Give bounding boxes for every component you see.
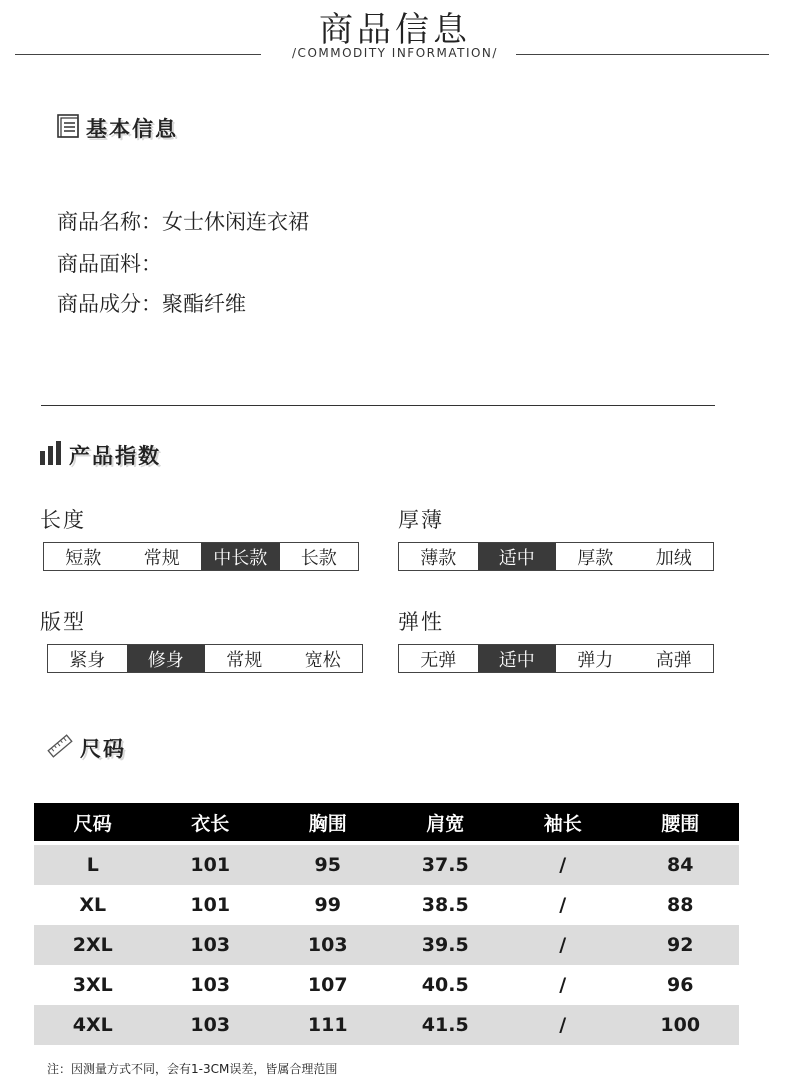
index-option-selected: 中长款 — [201, 543, 280, 570]
size-heading — [47, 733, 126, 763]
column-header: 尺码 — [73, 812, 112, 835]
table-cell: / — [559, 894, 567, 916]
basic-info-heading — [57, 113, 178, 143]
section-divider — [41, 405, 715, 406]
index-bar-elasticity — [398, 644, 714, 673]
table-cell: 4XL — [72, 1014, 113, 1036]
table-cell: XL — [79, 894, 107, 916]
table-cell: / — [559, 854, 567, 876]
index-option: 紧身 — [69, 649, 106, 671]
bar-chart-icon — [40, 441, 62, 469]
index-option: 长款 — [300, 547, 337, 569]
table-cell: 103 — [190, 1014, 231, 1036]
column-header: 肩宽 — [426, 812, 465, 835]
product-index-heading — [40, 440, 161, 470]
table-cell: 99 — [314, 894, 341, 916]
table-cell: 38.5 — [421, 894, 469, 916]
index-option: 无弹 — [420, 649, 457, 671]
index-option: 加绒 — [655, 547, 692, 569]
ruler-icon — [47, 734, 73, 762]
index-option: 短款 — [65, 547, 102, 569]
index-option: 高弹 — [655, 649, 692, 671]
info-label: 商品面料： — [57, 252, 162, 276]
table-cell: / — [559, 1014, 567, 1036]
basic-info-heading-text: 基本信息 — [86, 117, 178, 141]
table-cell: 92 — [667, 934, 694, 956]
info-row-composition — [57, 288, 246, 318]
table-row — [34, 885, 739, 925]
column-header: 衣长 — [191, 812, 230, 835]
table-header-row — [34, 803, 739, 841]
size-table — [34, 803, 739, 1045]
info-label: 商品名称： — [57, 210, 162, 234]
table-cell: 103 — [190, 974, 231, 996]
table-row — [34, 1005, 739, 1045]
table-cell: 101 — [190, 894, 231, 916]
table-cell: / — [559, 934, 567, 956]
table-cell: 2XL — [72, 934, 113, 956]
table-cell: 84 — [667, 854, 694, 876]
table-row — [34, 965, 739, 1005]
index-label-elasticity: 弹性 — [398, 610, 444, 634]
table-cell: 100 — [660, 1014, 701, 1036]
table-cell: 107 — [307, 974, 348, 996]
index-bar-length — [43, 542, 359, 571]
info-value: 聚酯纤维 — [162, 292, 246, 316]
index-option-selected: 适中 — [478, 645, 557, 672]
table-cell: 95 — [314, 854, 341, 876]
document-list-icon — [57, 114, 79, 142]
info-value: 女士休闲连衣裙 — [162, 210, 309, 234]
index-option: 弹力 — [577, 649, 614, 671]
size-heading-text: 尺码 — [80, 737, 126, 761]
index-option-selected: 适中 — [478, 543, 557, 570]
index-option: 常规 — [143, 547, 180, 569]
index-option-selected: 修身 — [127, 645, 206, 672]
table-cell: 3XL — [72, 974, 113, 996]
table-cell: L — [86, 854, 99, 876]
table-cell: / — [559, 974, 567, 996]
index-label-thickness: 厚薄 — [398, 508, 444, 532]
measurement-note: 注：因测量方式不同，会有1-3CM误差，皆属合理范围 — [47, 1062, 338, 1076]
table-cell: 103 — [307, 934, 348, 956]
info-label: 商品成分： — [57, 292, 162, 316]
index-bar-thickness — [398, 542, 714, 571]
table-row — [34, 845, 739, 885]
table-cell: 96 — [667, 974, 694, 996]
index-label-length: 长度 — [40, 508, 86, 532]
info-row-fabric — [57, 248, 162, 278]
table-cell: 40.5 — [421, 974, 469, 996]
table-cell: 39.5 — [421, 934, 469, 956]
page-subtitle: /COMMODITY INFORMATION/ — [292, 46, 498, 60]
table-cell: 103 — [190, 934, 231, 956]
column-header: 胸围 — [308, 812, 347, 835]
index-option: 常规 — [226, 649, 263, 671]
index-option: 薄款 — [420, 547, 457, 569]
table-cell: 111 — [307, 1014, 348, 1036]
table-cell: 41.5 — [421, 1014, 469, 1036]
table-row — [34, 925, 739, 965]
info-row-name — [57, 206, 309, 236]
index-bar-fit — [47, 644, 363, 673]
page-title: 商品信息 — [319, 10, 471, 50]
index-label-fit: 版型 — [40, 610, 86, 634]
product-index-heading-text: 产品指数 — [69, 444, 161, 468]
table-cell: 88 — [667, 894, 694, 916]
index-option: 宽松 — [304, 649, 341, 671]
table-cell: 101 — [190, 854, 231, 876]
index-option: 厚款 — [577, 547, 614, 569]
column-header: 袖长 — [543, 812, 582, 835]
table-cell: 37.5 — [421, 854, 469, 876]
column-header: 腰围 — [661, 812, 700, 835]
